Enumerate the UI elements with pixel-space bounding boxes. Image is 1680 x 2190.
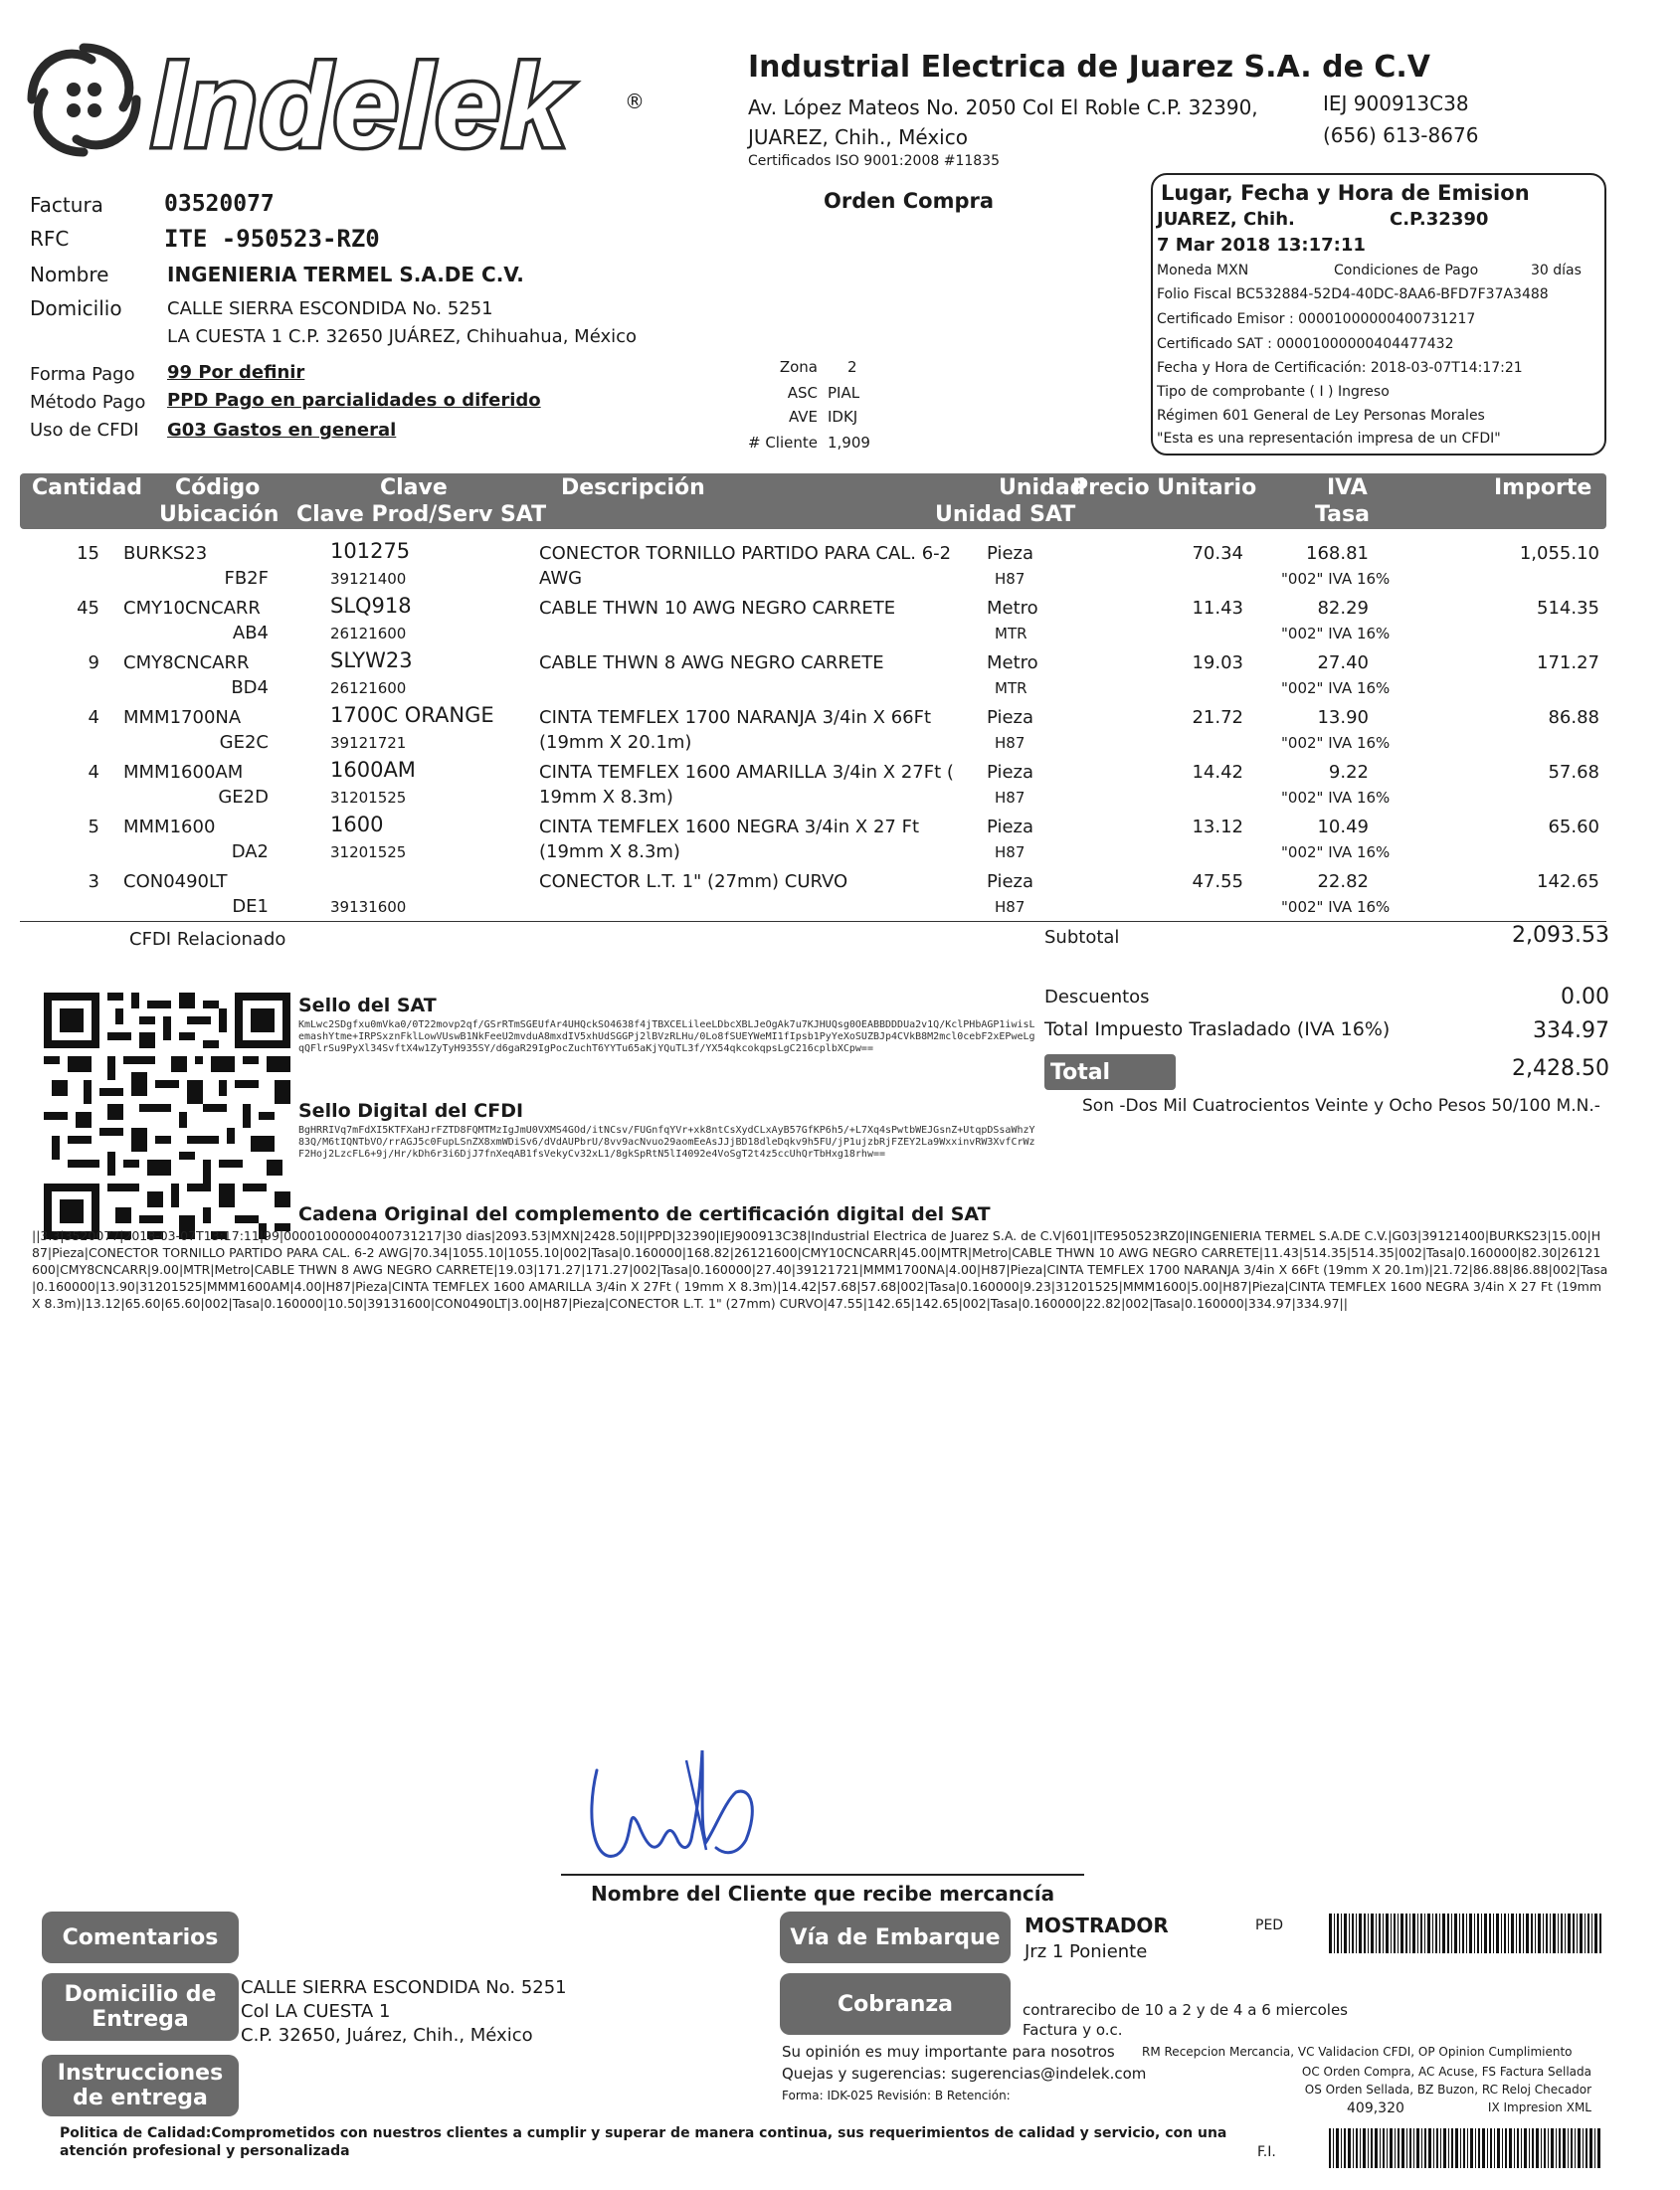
row-location: BD4 — [231, 677, 269, 698]
domicilio-entrega-label: Domicilio de Entrega — [42, 1973, 239, 2041]
row-price: 19.03 — [1192, 652, 1243, 673]
row-unit: Metro — [987, 652, 1038, 673]
col-cantidad: Cantidad — [32, 475, 143, 500]
row-location: FB2F — [224, 568, 269, 589]
row-iva: 13.90 — [1317, 707, 1369, 728]
contrarecibo-2: Factura y o.c. — [1023, 2021, 1123, 2039]
row-importe: 514.35 — [1537, 598, 1599, 619]
col-unidad: Unidad — [999, 475, 1086, 500]
col-tasa: Tasa — [1315, 502, 1370, 527]
descuentos-label: Descuentos — [1044, 987, 1150, 1007]
zona-value: 2 — [847, 358, 857, 376]
col-precio: Precio Unitario — [1072, 475, 1257, 500]
row-clave: SLQ918 — [330, 594, 412, 618]
mostrador-value: MOSTRADOR — [1025, 1914, 1169, 1937]
total-en-letra: Son -Dos Mil Cuatrocientos Veinte y Ocho Pesos 50/100 M.N.- — [1082, 1096, 1600, 1116]
row-unit: Pieza — [987, 707, 1034, 728]
emision-title: Lugar, Fecha y Hora de Emision — [1161, 181, 1530, 205]
signature-icon — [577, 1731, 816, 1880]
row-desc: CABLE THWN 8 AWG NEGRO CARRETE — [539, 652, 884, 673]
row-clave-sat: 39131600 — [330, 898, 407, 916]
row-qty: 9 — [88, 652, 99, 673]
folio-fiscal: Folio Fiscal BC532884-52D4-40DC-8AA6-BFD7F37A3488 — [1157, 286, 1549, 302]
row-desc: CINTA TEMFLEX 1600 AMARILLA 3/4in X 27Ft ( — [539, 762, 954, 783]
barcode-top-icon — [1329, 1914, 1601, 1953]
cliente-value: 1,909 — [828, 434, 870, 452]
table-body — [20, 537, 1606, 915]
table-header — [20, 473, 1606, 529]
descuentos-value: 0.00 — [1561, 985, 1609, 1009]
company-logo — [22, 32, 658, 181]
row-iva: 168.81 — [1306, 543, 1369, 564]
row-qty: 5 — [88, 817, 99, 837]
qr-code-icon — [44, 993, 290, 1239]
table-row — [20, 865, 1606, 920]
asc-label: ASC — [787, 384, 818, 402]
swirl-logo-icon — [22, 38, 146, 162]
emision-cp: C.P.32390 — [1390, 209, 1489, 230]
table-row — [20, 646, 1606, 701]
row-clave-sat: 31201525 — [330, 789, 407, 807]
tipo-comprobante: Tipo de comprobante ( I ) Ingreso — [1157, 384, 1390, 400]
row-qty: 4 — [88, 707, 99, 728]
row-importe: 65.60 — [1548, 817, 1599, 837]
row-code: BURKS23 — [123, 543, 208, 564]
col-iva: IVA — [1327, 475, 1368, 500]
row-tasa: "002" IVA 16% — [1281, 898, 1391, 916]
row-price: 70.34 — [1192, 543, 1243, 564]
cadena-title: Cadena Original del complemento de certificación digital del SAT — [298, 1203, 991, 1225]
subtotal-label: Subtotal — [1044, 927, 1120, 948]
registered-mark: ® — [625, 90, 645, 113]
fi-label: F.I. — [1257, 2144, 1276, 2160]
row-importe: 171.27 — [1537, 652, 1599, 673]
company-name: Industrial Electrica de Juarez S.A. de C.V — [748, 50, 1430, 85]
row-qty: 4 — [88, 762, 99, 783]
row-iva: 82.29 — [1317, 598, 1369, 619]
row-unit: Pieza — [987, 817, 1034, 837]
row-qty: 15 — [77, 543, 99, 564]
folio-number: 409,320 — [1347, 2100, 1404, 2116]
nombre-label: Nombre — [30, 263, 109, 286]
fecha-certificacion: Fecha y Hora de Certificación: 2018-03-07T14:17:21 — [1157, 360, 1523, 376]
opinion-text: Su opinión es muy importante para nosotros — [782, 2043, 1115, 2061]
ped-label: PED — [1255, 1917, 1284, 1933]
entrega-address-1: CALLE SIERRA ESCONDIDA No. 5251 — [241, 1977, 567, 1998]
rfc-label: RFC — [30, 227, 70, 251]
factura-number: 03520077 — [164, 191, 275, 217]
row-desc-2: (19mm X 8.3m) — [539, 841, 680, 862]
table-row — [20, 537, 1606, 592]
table-row — [20, 811, 1606, 865]
row-unit: Metro — [987, 598, 1038, 619]
sello-sat-text: KmLwc2SDgfxu0mVka0/0T22movp2qf/GSrRTmSGEUfAr4UHQckSO4638f4jTBXCELileeLDbcXBLJeOgAk7u7KJHUQsg0OEABBDDDUa2v1Q/KclPHbAGP1iwisLemashYtme+IRPSxznFklLowVUswB1NkFeeU2mvduA8mxdIV5xhUdSGGPj2lBVzRLHu/0Lo8fSUEYWeMI1fIpsb1PyYeXoSUZBJp4CVkB8M2mcl0cebF2xEPweLgqQFlrSu9PyXl34SvftX4w1ZyTyH935SY/d6gaR29IgPocZuchT6YYTu65aKjYQuTL3f/YX54qkcokqpsLgC216cplbXCpw== — [298, 1019, 1035, 1054]
emision-city: JUAREZ, Chih. — [1157, 209, 1295, 230]
cobranza-label: Cobranza — [780, 1973, 1011, 2035]
row-clave: 101275 — [330, 539, 411, 563]
row-clave-sat: 26121600 — [330, 625, 407, 642]
company-address-2: JUAREZ, Chih., México — [748, 125, 968, 149]
row-unit: Pieza — [987, 543, 1034, 564]
contrarecibo-1: contrarecibo de 10 a 2 y de 4 a 6 miercoles — [1023, 2001, 1348, 2019]
row-importe: 57.68 — [1548, 762, 1599, 783]
barcode-bottom-icon — [1329, 2128, 1601, 2168]
signature-line — [561, 1874, 1084, 1876]
company-iso: Certificados ISO 9001:2008 #11835 — [748, 153, 1000, 169]
row-unit-sat: H87 — [995, 843, 1026, 861]
cfdi-relacionado: CFDI Relacionado — [129, 929, 286, 950]
zona-label: Zona — [779, 358, 818, 376]
row-code: MMM1700NA — [123, 707, 242, 728]
row-location: GE2C — [219, 732, 269, 753]
metodo-pago-label: Método Pago — [30, 392, 146, 413]
entrega-address-3: C.P. 32650, Juárez, Chih., México — [241, 2025, 533, 2046]
col-unidad-sat: Unidad SAT — [935, 502, 1076, 527]
row-price: 21.72 — [1192, 707, 1243, 728]
row-unit-sat: H87 — [995, 789, 1026, 807]
row-clave-sat: 39121721 — [330, 734, 407, 752]
col-clave: Clave — [380, 475, 448, 500]
row-price: 47.55 — [1192, 871, 1243, 892]
orden-compra-label: Orden Compra — [824, 189, 995, 213]
legend-2: OC Orden Compra, AC Acuse, FS Factura Sellada — [1301, 2065, 1591, 2079]
cert-emisor: Certificado Emisor : 00001000000400731217 — [1157, 311, 1476, 327]
domicilio-label: Domicilio — [30, 296, 122, 320]
asc-value: PIAL — [828, 384, 860, 402]
row-unit-sat: MTR — [995, 625, 1027, 642]
entrega-address-2: Col LA CUESTA 1 — [241, 2001, 391, 2022]
row-desc: CABLE THWN 10 AWG NEGRO CARRETE — [539, 598, 896, 619]
row-location: DA2 — [231, 841, 269, 862]
row-location: DE1 — [232, 896, 269, 917]
jrz-value: Jrz 1 Poniente — [1025, 1941, 1148, 1962]
row-desc-2: (19mm X 20.1m) — [539, 732, 692, 753]
row-tasa: "002" IVA 16% — [1281, 625, 1391, 642]
sello-cfdi-title: Sello Digital del CFDI — [298, 1100, 524, 1122]
ave-value: IDKJ — [828, 408, 858, 426]
row-price: 14.42 — [1192, 762, 1243, 783]
firma-label: Nombre del Cliente que recibe mercancía — [591, 1882, 1055, 1906]
company-address-1: Av. López Mateos No. 2050 Col El Roble C.P. 32390, — [748, 95, 1258, 119]
logo-wordmark: lndelek — [151, 41, 570, 172]
company-phone: (656) 613-8676 — [1323, 123, 1479, 147]
row-desc: CINTA TEMFLEX 1700 NARANJA 3/4in X 66Ft — [539, 707, 932, 728]
row-code: CMY10CNCARR — [123, 598, 261, 619]
politica-calidad: Politica de Calidad:Comprometidos con nuestros clientes a cumplir y superar de manera continua, sus requerimientos de calidad y servicio, con una atención profesional y personalizada — [60, 2125, 1227, 2159]
row-unit-sat: H87 — [995, 734, 1026, 752]
row-price: 11.43 — [1192, 598, 1243, 619]
legend-1: RM Recepcion Mercancia, VC Validacion CFDI, OP Opinion Cumplimiento — [1142, 2045, 1573, 2059]
row-clave: 1600 — [330, 813, 384, 836]
row-clave-sat: 31201525 — [330, 843, 407, 861]
impuesto-label: Total Impuesto Trasladado (IVA 16%) — [1044, 1018, 1391, 1040]
row-price: 13.12 — [1192, 817, 1243, 837]
uso-cfdi-label: Uso de CFDI — [30, 420, 139, 441]
row-code: CON0490LT — [123, 871, 228, 892]
col-clave-sat: Clave Prod/Serv SAT — [296, 502, 547, 527]
col-codigo: Código — [175, 475, 261, 500]
row-clave-sat: 39121400 — [330, 570, 407, 588]
table-row — [20, 701, 1606, 756]
total-label: Total — [1044, 1054, 1176, 1090]
row-code: CMY8CNCARR — [123, 652, 250, 673]
row-clave: 1700C ORANGE — [330, 703, 494, 727]
emision-dias: 30 días — [1531, 263, 1582, 278]
client-rfc: ITE -950523-RZ0 — [164, 225, 380, 253]
instrucciones-label: Instrucciones de entrega — [42, 2055, 239, 2116]
row-importe: 1,055.10 — [1519, 543, 1599, 564]
row-qty: 3 — [88, 871, 99, 892]
row-unit: Pieza — [987, 871, 1034, 892]
row-iva: 9.22 — [1328, 762, 1369, 783]
row-desc-2: AWG — [539, 568, 583, 589]
sello-cfdi-text: BgHRRIVq7mFdXI5KTFXaHJrFZTD8FQMTMzIgJmU0VXMS4GOd/itNCsv/FUGnfqYVr+xk8ntCsXydCLxAyB57GfKP6h5/+L7Xq4sPwtbWEJGsnZ+UtqpDSsaWhzY83Q/M6tIQNTbVO/rrAGJ5c0FupLSnZX8xmWDiSv6/dVdAUPbrU/8vv9acNvuo29aomEeAsJJjBD18dleDqkv9h5FU/jP1ujzbRjFZEY2La9WxxinvRW3XvfCrWzF2Hoj2LzcFL6+9j/Hr/kDh6r3i6DjJ7fnXeqAB1fsVekyCv32xL1/8gkSpRtN5lI4092e4VoSgT2t4z5ccUhQrTbHxg18rhw== — [298, 1125, 1035, 1160]
row-code: MMM1600AM — [123, 762, 244, 783]
row-desc-2: 19mm X 8.3m) — [539, 787, 673, 808]
row-unit-sat: H87 — [995, 570, 1026, 588]
cert-sat: Certificado SAT : 00001000000404477432 — [1157, 336, 1454, 352]
row-unit: Pieza — [987, 762, 1034, 783]
legend-4: IX Impresion XML — [1487, 2100, 1591, 2114]
cliente-label: # Cliente — [748, 434, 818, 452]
row-clave: 1600AM — [330, 758, 416, 782]
client-address-2: LA CUESTA 1 C.P. 32650 JUÁREZ, Chihuahua, México — [167, 326, 638, 347]
row-tasa: "002" IVA 16% — [1281, 789, 1391, 807]
factura-label: Factura — [30, 193, 103, 217]
emision-box — [1151, 173, 1606, 456]
emision-datetime: 7 Mar 2018 13:17:11 — [1157, 235, 1366, 256]
company-rfc: IEJ 900913C38 — [1323, 91, 1469, 115]
legend-3: OS Orden Sellada, BZ Buzon, RC Reloj Checador — [1304, 2083, 1591, 2097]
client-name: INGENIERIA TERMEL S.A.DE C.V. — [167, 263, 524, 286]
total-value: 2,428.50 — [1512, 1056, 1609, 1081]
row-iva: 27.40 — [1317, 652, 1369, 673]
row-importe: 142.65 — [1537, 871, 1599, 892]
comentarios-label: Comentarios — [42, 1912, 239, 1963]
table-divider — [20, 921, 1606, 922]
metodo-pago-value: PPD Pago en parcialidades o diferido — [167, 390, 541, 411]
emision-condiciones: Condiciones de Pago — [1334, 263, 1479, 278]
forma-pago-label: Forma Pago — [30, 364, 135, 385]
row-location: GE2D — [218, 787, 269, 808]
row-clave: SLYW23 — [330, 648, 413, 672]
col-descripcion: Descripción — [561, 475, 705, 500]
row-iva: 22.82 — [1317, 871, 1369, 892]
row-qty: 45 — [77, 598, 99, 619]
uso-cfdi-value: G03 Gastos en general — [167, 420, 397, 441]
table-row — [20, 756, 1606, 811]
via-embarque-label: Vía de Embarque — [780, 1912, 1011, 1963]
col-ubicacion: Ubicación — [159, 502, 280, 527]
impuesto-value: 334.97 — [1533, 1018, 1609, 1043]
row-location: AB4 — [232, 623, 269, 643]
representacion: "Esta es una representación impresa de un CFDI" — [1157, 431, 1501, 447]
table-row — [20, 592, 1606, 646]
row-desc: CINTA TEMFLEX 1600 NEGRA 3/4in X 27 Ft — [539, 817, 919, 837]
subtotal-value: 2,093.53 — [1512, 923, 1609, 948]
row-desc: CONECTOR L.T. 1" (27mm) CURVO — [539, 871, 848, 892]
emision-moneda: Moneda MXN — [1157, 263, 1249, 278]
forma-text: Forma: IDK-025 Revisión: B Retención: — [782, 2089, 1011, 2102]
row-unit-sat: H87 — [995, 898, 1026, 916]
quejas-text: Quejas y sugerencias: sugerencias@indelek.com — [782, 2065, 1147, 2083]
col-importe: Importe — [1494, 475, 1592, 500]
row-tasa: "002" IVA 16% — [1281, 843, 1391, 861]
client-address-1: CALLE SIERRA ESCONDIDA No. 5251 — [167, 298, 493, 319]
row-tasa: "002" IVA 16% — [1281, 570, 1391, 588]
forma-pago-value: 99 Por definir — [167, 362, 305, 383]
regimen: Régimen 601 General de Ley Personas Morales — [1157, 408, 1485, 424]
ave-label: AVE — [788, 408, 818, 426]
row-clave-sat: 26121600 — [330, 679, 407, 697]
row-importe: 86.88 — [1548, 707, 1599, 728]
row-unit-sat: MTR — [995, 679, 1027, 697]
sello-sat-title: Sello del SAT — [298, 995, 437, 1016]
row-desc: CONECTOR TORNILLO PARTIDO PARA CAL. 6-2 — [539, 543, 952, 564]
row-code: MMM1600 — [123, 817, 216, 837]
row-iva: 10.49 — [1317, 817, 1369, 837]
cadena-text: ||3.3|3520077|2018-03-07T13:17:11|99|00001000000400731217|30 dias|2093.53|MXN|2428.50|I|PPD|32390|IEJ900913C38|Industrial Electrica de Juarez S.A. de C.V|601|ITE950523RZ0|INGENIERIA TERMEL S.A.DE C.V.|G03|39121400|BURKS23|15.00|H87|Pieza|CONECTOR TORNILLO PARTIDO PARA CAL. 6-2 AWG|70.34|1055.10|1055.10|002|Tasa|0.160000|168.82|26121600|CMY10CNCARR|45.00|MTR|Metro|CABLE THWN 10 AWG NEGRO CARRETE|11.43|514.35|514.35|002|Tasa|0.160000|82.30|26121600|CMY8CNCARR|9.00|MTR|Metro|CABLE THWN 8 AWG NEGRO CARRETE|19.03|171.27|171.27|002|Tasa|0.160000|27.40|39121721|MMM1700NA|4.00|H87|Pieza|CINTA TEMFLEX 1700 NARANJA 3/4in X 66Ft (19mm X 20.1m)|21.72|86.88|86.88|002|Tasa|0.160000|13.90|31201525|MMM1600AM|4.00|H87|Pieza|CINTA TEMFLEX 1600 AMARILLA 3/4in X 27Ft ( 19mm X 8.3m)|14.42|57.68|57.68|002|Tasa|0.160000|9.23|31201525|MMM1600|5.00|H87|Pieza|CINTA TEMFLEX 1600 NEGRA 3/4in X 27 Ft (19mm X 8.3m)|13.12|65.60|65.60|002|Tasa|0.160000|10.50|39131600|CON0490LT|3.00|H87|Pieza|CONECTOR L.T. 1" (27mm) CURVO|47.55|142.65|142.65|002|Tasa|0.160000|22.82|002|Tasa|0.160000|334.97|334.97|| — [32, 1228, 1608, 1311]
row-tasa: "002" IVA 16% — [1281, 679, 1391, 697]
row-tasa: "002" IVA 16% — [1281, 734, 1391, 752]
